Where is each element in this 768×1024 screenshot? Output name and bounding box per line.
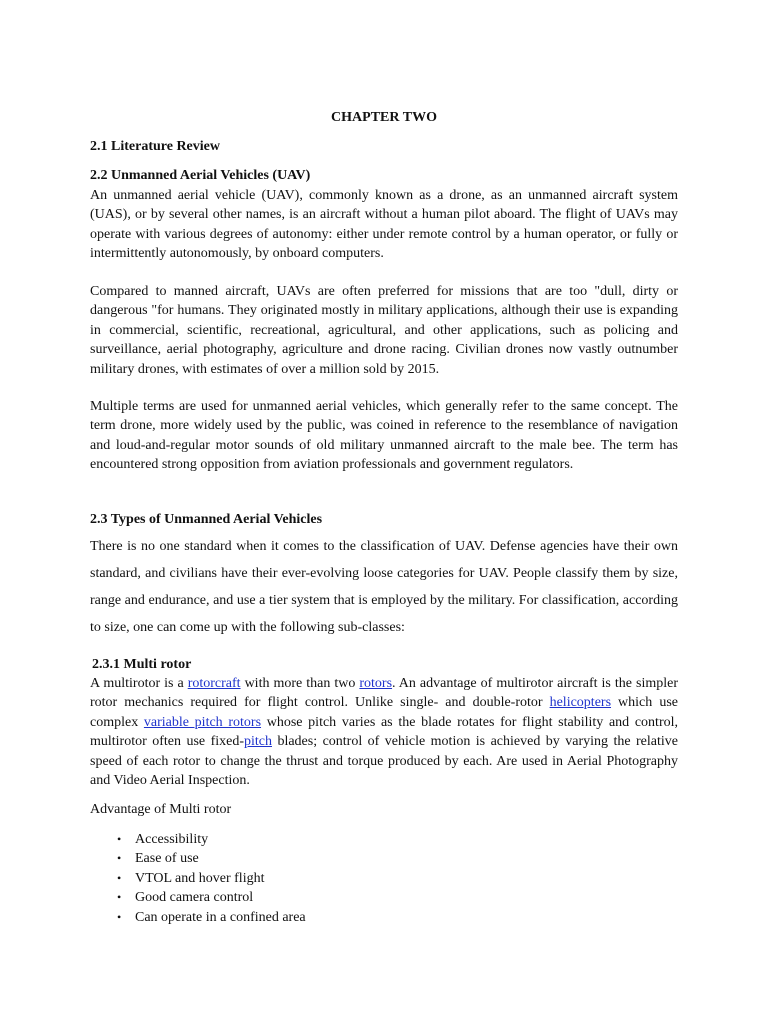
- paragraph-uav-classification: There is no one standard when it comes to the classification of UAV. Defense agencies have their own standard, and civilians have their ever-evolving loose categories for UAV. People classify them by size, range and endurance, and use a tier system that is employed by the military. For classification, according to size, one can come up with the following sub-classes:: [90, 539, 678, 635]
- advantage-text: VTOL and hover flight: [135, 870, 265, 886]
- rotors-link[interactable]: rotors: [359, 676, 393, 691]
- chapter-title: CHAPTER TWO: [331, 110, 437, 125]
- advantage-text: Good camera control: [135, 890, 254, 906]
- multirotor-text-1: A multirotor is a: [90, 676, 188, 691]
- multirotor-text-3: . An advantage of multirotor aircraft is the simpler rotor mechanics required for flight control. Unlike single- and double-rotor: [90, 676, 678, 711]
- paragraph-uav-terms: Multiple terms are used for unmanned aerial vehicles, which generally refer to the same concept. The term drone, more widely used by the public, was coined in reference to the resemblance of navigation and loud-and-regular motor sounds of old military unmanned aircraft to the male bee. The term has encountered strong opposition from aviation professionals and government regulators.: [90, 399, 678, 473]
- advantage-list-item: [90, 888, 306, 907]
- paragraph-uav-missions: Compared to manned aircraft, UAVs are often preferred for missions that are too "dull, dirty or dangerous "for humans. They originated mostly in military applications, although their use is expanding in commercial, scientific, recreational, agricultural, and other applications, such as policing and surveillance, aerial photography, agriculture and drone racing. Civilian drones now vastly outnumber military drones, with estimates of over a million sold by 2015.: [90, 284, 678, 377]
- bullet-icon: •: [117, 870, 122, 885]
- advantage-text: Ease of use: [135, 851, 199, 867]
- advantage-list-item: [90, 849, 306, 868]
- advantages-list: [90, 830, 306, 927]
- multirotor-text-2: with more than two: [240, 676, 360, 691]
- bullet-icon: •: [117, 909, 122, 924]
- advantage-list-item: [90, 908, 306, 927]
- paragraph-multirotor: [90, 674, 678, 790]
- pitch-link[interactable]: pitch: [244, 734, 272, 750]
- section-heading-uav: 2.2 Unmanned Aerial Vehicles (UAV): [90, 168, 311, 183]
- section-heading-multirotor: 2.3.1 Multi rotor: [92, 657, 192, 672]
- advantage-text: Can operate in a confined area: [135, 909, 306, 925]
- multirotor-text-4: which use complex: [90, 695, 678, 730]
- section-heading-literature-review: 2.1 Literature Review: [90, 139, 220, 154]
- bullet-icon: •: [117, 832, 122, 846]
- advantage-text: Accessibility: [135, 832, 209, 847]
- multirotor-text-6: blades; control of vehicle motion is achieved by varying the relative speed of each rotor to change the thrust and torque produced by each. Are used in Aerial Photography and Video Aerial Inspection.: [90, 734, 678, 789]
- advantage-list-item: [90, 830, 306, 849]
- paragraph-uav-definition: An unmanned aerial vehicle (UAV), commonly known as a drone, as an unmanned aircraft system (UAS), or by several other names, is an aircraft without a human pilot aboard. The flight of UAVs may operate with various degrees of autonomy: either under remote control by a human operator, or fully or intermittently autonomously, by onboard computers.: [90, 188, 678, 262]
- multirotor-text-5: whose pitch varies as the blade rotates for flight stability and control, multirotor often use fixed-: [90, 714, 678, 750]
- helicopters-link[interactable]: helicopters: [549, 695, 612, 711]
- bullet-icon: •: [117, 890, 122, 905]
- variable-pitch-rotors-link[interactable]: variable pitch rotors: [143, 714, 262, 730]
- bullet-icon: •: [117, 851, 122, 866]
- advantage-list-item: [90, 869, 306, 888]
- rotorcraft-link[interactable]: rotorcraft: [187, 676, 241, 691]
- advantages-label: Advantage of Multi rotor: [90, 802, 232, 817]
- section-heading-types: 2.3 Types of Unmanned Aerial Vehicles: [90, 512, 323, 527]
